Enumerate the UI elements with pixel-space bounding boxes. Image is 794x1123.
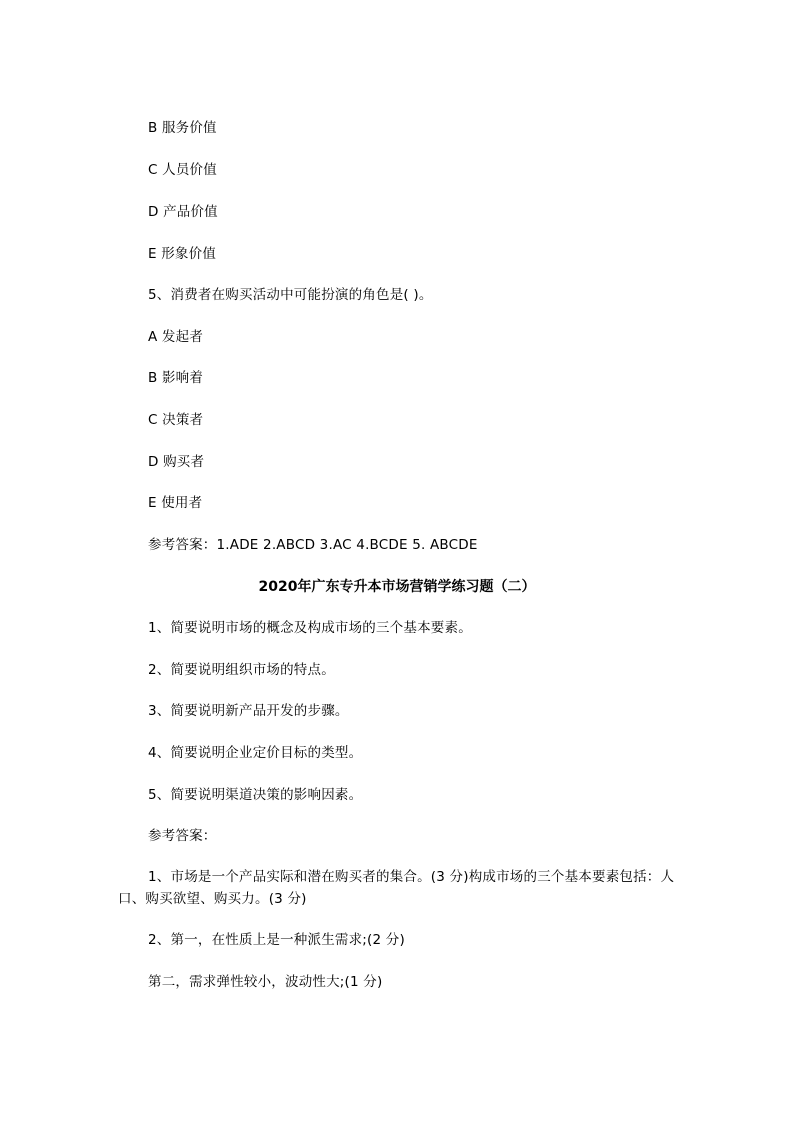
answer-2: 2、第一，在性质上是一种派生需求;(2 分) (148, 932, 405, 948)
option-c-decider: C 决策者 (148, 412, 204, 428)
answer-2-point-2: 第二，需求弹性较小，波动性大;(1 分) (148, 974, 383, 990)
option-e-user: E 使用者 (148, 495, 203, 511)
short-question-3: 3、简要说明新产品开发的步骤。 (148, 703, 349, 719)
option-e-image-value: E 形象价值 (148, 246, 217, 262)
option-d-product-value: D 产品价值 (148, 204, 218, 220)
short-question-2: 2、简要说明组织市场的特点。 (148, 662, 335, 678)
option-b-service-value: B 服务价值 (148, 120, 217, 136)
answer-1: 1、市场是一个产品实际和潜在购买者的集合。(3 分)构成市场的三个基本要素包括：人口、购买欲望、购买力。(3 分) (118, 869, 675, 907)
short-question-5: 5、简要说明渠道决策的影响因素。 (148, 787, 363, 803)
option-b-influencer: B 影响着 (148, 370, 204, 386)
answer-key-section1: 参考答案：1.ADE 2.ABCD 3.AC 4.BCDE 5. ABCDE (148, 537, 478, 553)
answer-label: 参考答案： (148, 828, 217, 844)
option-c-personnel-value: C 人员价值 (148, 162, 217, 178)
short-question-4: 4、简要说明企业定价目标的类型。 (148, 745, 363, 761)
option-a-initiator: A 发起者 (148, 329, 204, 345)
short-question-1: 1、简要说明市场的概念及构成市场的三个基本要素。 (148, 620, 472, 636)
option-d-buyer: D 购买者 (148, 454, 205, 470)
section-title: 2020年广东专升本市场营销学练习题（二） (258, 579, 536, 595)
question-5: 5、消费者在购买活动中可能扮演的角色是( )。 (148, 287, 433, 303)
